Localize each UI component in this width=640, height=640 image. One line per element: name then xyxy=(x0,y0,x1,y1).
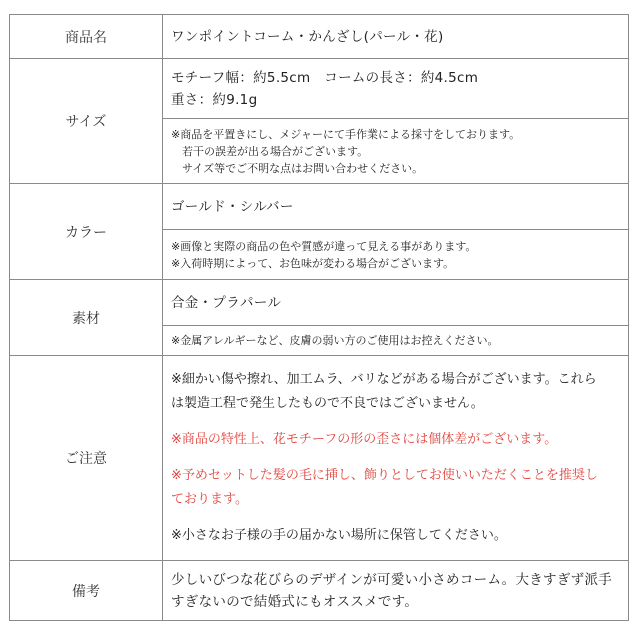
size-note: ※商品を平置きにし、メジャーにて手作業による採寸をしております。 xyxy=(171,127,521,141)
row-material-main xyxy=(10,280,629,326)
value-product-name: ワンポイントコーム・かんざし(パール・花) xyxy=(163,15,629,59)
caution-text: ※予めセットした髪の毛に挿し、飾りとしてお使いいただくことを推奨し xyxy=(171,468,598,483)
value-remarks xyxy=(163,561,629,621)
material-note: ※金属アレルギーなど、皮膚の弱い方のご使用はお控えください。 xyxy=(171,334,499,347)
row-color-main xyxy=(10,184,629,230)
remarks-text: 少しいびつな花びらのデザインが可愛い小さめコーム。大きすぎず派手 xyxy=(171,571,613,588)
row-size-main xyxy=(10,59,629,119)
color-note: ※画像と実際の商品の色や質感が違って見える事があります。 xyxy=(171,239,477,253)
value-material: 合金・プラパール xyxy=(163,280,629,326)
label-remarks: 備考 xyxy=(10,561,163,621)
label-color: カラー xyxy=(10,184,163,280)
label-size: サイズ xyxy=(10,59,163,184)
caution-para-4: ※小さなお子様の手の届かない場所に保管してください。 xyxy=(171,528,507,543)
size-dimensions: モチーフ幅：約5.5cm コームの長さ：約4.5cm xyxy=(171,69,479,86)
notes-color xyxy=(163,230,629,280)
caution-para-2: ※商品の特性上、花モチーフの形の歪さには個体差がございます。 xyxy=(171,432,558,447)
value-size xyxy=(163,59,629,119)
caution-text: ております。 xyxy=(171,492,248,507)
color-note: ※入荷時期によって、お色味が変わる場合がございます。 xyxy=(171,256,455,270)
notes-material xyxy=(163,326,629,356)
caution-text: ※細かい傷や擦れ、加工ムラ、バリなどがある場合がございます。これら xyxy=(171,372,597,387)
remarks-text: すぎないので結婚式にもオススメです。 xyxy=(171,593,419,610)
row-remarks xyxy=(10,561,629,621)
notes-size xyxy=(163,119,629,184)
product-spec-table xyxy=(9,14,629,621)
caution-para-3 xyxy=(171,464,620,512)
row-product-name xyxy=(10,15,629,59)
size-note: 若干の誤差が出る場合がございます。 xyxy=(182,144,369,158)
label-product-name: 商品名 xyxy=(10,15,163,59)
size-note: サイズ等でご不明な点はお問い合わせください。 xyxy=(182,161,424,175)
caution-text: は製造工程で発生したもので不良ではございません。 xyxy=(171,396,484,411)
value-caution xyxy=(163,356,629,561)
value-color: ゴールド・シルバー xyxy=(163,184,629,230)
size-weight: 重さ：約9.1g xyxy=(171,91,258,108)
label-caution: ご注意 xyxy=(10,356,163,561)
label-material: 素材 xyxy=(10,280,163,356)
row-caution xyxy=(10,356,629,561)
caution-para-1 xyxy=(171,368,620,416)
